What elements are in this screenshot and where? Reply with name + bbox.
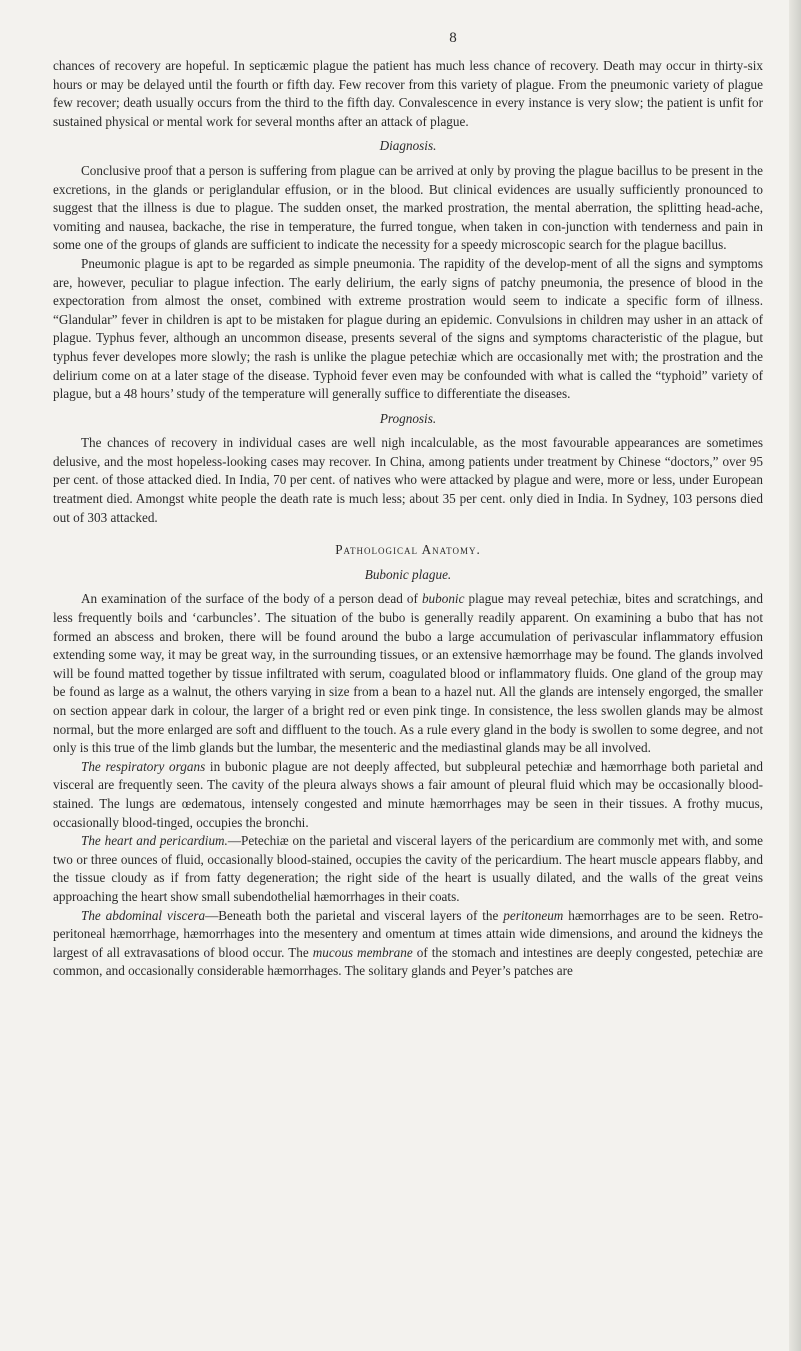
text-run: plague may reveal petechiæ, bites and scratchings, and less frequently boils and ‘carbuncles’. The situation of the bubo is generally readily apparent. On examining a bubo that has not formed an abscess and broken, there will be found around the bubo a large accumulation of perivascular inflammatory effusion extending some way, it may be great way, in the surrounding tissues, or an extensive hæmorrhage may be found. The glands involved will be found matted together by tissue infiltrated with serum, coagulated blood or inflammatory fluids. One gland of the group may be found as large as a walnut, the others varying in size from a bean to a hazel nut. All the glands are intensely engorged, the smaller on section appear dark in colour, the larger of a bright red or even pink tinge. In consistence, the less swollen glands may be almost normal, but the more enlarged are soft and diffluent to the touch. As a rule every gland in the body is swollen to some degree, and not only is this true of the limb glands but the lumbar, the mesenteric and the mediastinal glands may be all involved. <box>53 591 763 756</box>
text-emphasis: The respiratory organs <box>81 758 206 774</box>
paragraph-diagnosis-proof: Conclusive proof that a person is suffering from plague can be arrived at only by proving the plague bacillus to be present in the excretions, in the glands or periglandular effusion, or in the blood. But clinical evidences are usually sufficiently pronounced to suggest that the illness is due to plague. The sudden onset, the marked prostration, the mental aberration, the splitting head-ache, vomiting and nausea, backache, the rise in temperature, the furred tongue, when taken in con-junction with tenderness and pain in some one of the groups of glands are sufficient to indicate the necessity for a speedy microscopic search for the plague bacillus. <box>53 162 763 253</box>
text-run: —Beneath both the parietal and visceral layers of the <box>205 907 504 923</box>
text-emphasis: bubonic <box>421 591 465 607</box>
paragraph-prognosis: The chances of recovery in individual cases are well nigh incalculable, as the most favourable appearances are sometimes delusive, and the most hopeless-looking cases may recover. In China, among patients under treatment by Chinese “doctors,” over 95 per cent. of those attacked died. In India, 70 per cent. of natives who were attacked by plague and were, more or less, under European treatment died. Amongst white people the death rate is much less; about 35 per cent. only died in India. In Sydney, 103 persons died out of 303 attacked. <box>53 435 763 525</box>
heading-pathological-anatomy: Pathological Anatomy. <box>335 542 481 558</box>
text-run: of the stomach and intestines are deeply congested, petechiæ are common, and occasionally considerable hæmorrhages. The solitary glands and Peyer’s patches are <box>53 944 763 979</box>
heading-diagnosis: Diagnosis. <box>379 138 437 154</box>
paragraph-abdominal-viscera <box>53 907 763 981</box>
text-emphasis: The abdominal viscera <box>81 907 206 923</box>
text-run: in bubonic plague are not deeply affected, but subpleural petechiæ and hæmorrhage both parietal and visceral are frequently seen. The cavity of the pleura always shows a fair amount of pleural fluid which may be occasionally blood-stained. The lungs are œdematous, intensely congested and minute hæmorrhages may be seen in their tissues. A frothy mucus, occasionally blood-tinged, occupies the bronchi. <box>53 758 763 830</box>
paragraph-pneumonic-plague: Pneumonic plague is apt to be regarded as simple pneumonia. The rapidity of the develop-ment of all the signs and symptoms are, however, peculiar to plague infection. The early delirium, the early signs of patchy pneumonia, the presence of blood in the expectoration from almost the onset, combined with extreme prostration would seem to indicate a specific form of illness. “Glandular” fever in children is apt to be mistaken for plague during an epidemic. Convulsions in children may usher in an attack of plague. Typhus fever, although an uncommon disease, presents several of the signs and symptoms characteristic of the plague, but typhus fever developes more slowly; the rash is unlike the plague petechiæ which are occasionally met with; the prostration and the delirium come on at a later stage of the disease. Typhoid fever even may be confounded with what is called the “typhoid” variety of plague, but a 48 hours’ study of the temperature will generally suffice to differentiate the diseases. <box>53 255 763 402</box>
heading-bubonic-plague: Bubonic plague. <box>364 566 452 582</box>
page-number: 8 <box>449 30 457 46</box>
paragraph-heart-pericardium <box>53 832 763 906</box>
heading-prognosis: Prognosis. <box>379 410 437 426</box>
text-emphasis: mucous membrane <box>312 944 413 960</box>
page-edge-shadow <box>789 0 801 1351</box>
document-page <box>53 0 763 1351</box>
page-body <box>53 57 763 981</box>
paragraph-respiratory-organs <box>53 758 763 832</box>
text-run: An examination of the surface of the body of a person dead of <box>81 591 422 607</box>
text-run: hæmorrhages are to be seen. Retro-peritoneal hæmorrhage, hæmorrhages into the mesentery and omentum at times attain wide dimensions, and around the kidneys the largest of all extravasations of blood occur. The <box>53 907 763 960</box>
text-run: —Petechiæ on the parietal and visceral layers of the pericardium are commonly met with, and some two or three ounces of fluid, occasionally blood-stained, occupies the cavity of the pericardium. The heart muscle appears flabby, and the tissue cloudy as if from fatty degeneration; the right side of the heart is usually dilated, and the walls of the great veins approaching the heart show small subendothelial hæmorrhages in their coats. <box>53 833 763 904</box>
paragraph-bubonic-examination <box>53 590 763 757</box>
paragraph-recovery: chances of recovery are hopeful. In septicæmic plague the patient has much less chance of recovery. Death may occur in thirty-six hours or may be delayed until the fourth or fifth day. Few recover from this variety of plague. From the pneumonic variety of plague few recover; death usually occurs from the third to the fifth day. Convalescence in every instance is very slow; the patient is unfit for sustained physical or mental work for several months after an attack of plague. <box>53 58 763 129</box>
text-emphasis: peritoneum <box>503 907 564 923</box>
text-emphasis: The heart and pericardium. <box>81 833 228 849</box>
